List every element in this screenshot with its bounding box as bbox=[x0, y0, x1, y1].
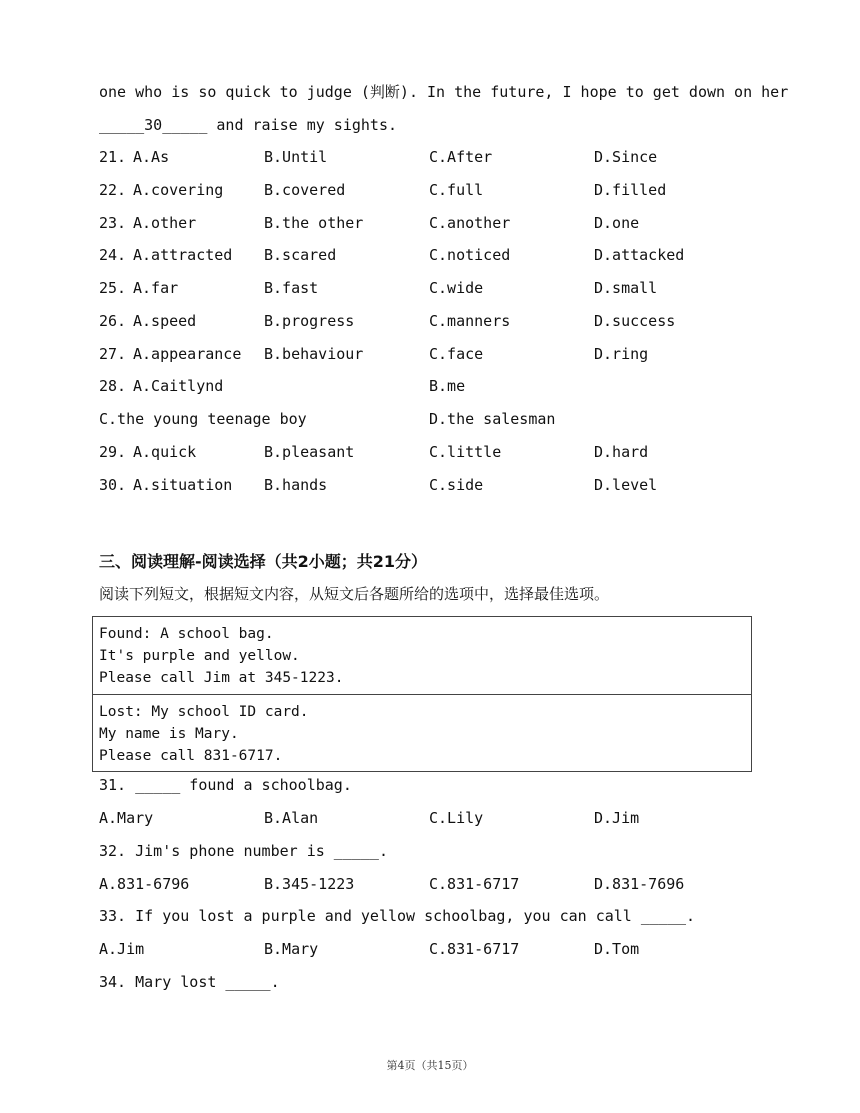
question-stem: 34. Mary lost _____. bbox=[99, 973, 280, 991]
option-c: C.After bbox=[429, 148, 493, 166]
option-c: C.wide bbox=[429, 279, 484, 297]
notice-line: Please call Jim at 345-1223. bbox=[99, 670, 344, 686]
question-row bbox=[99, 475, 779, 497]
option-b: B.Mary bbox=[264, 940, 319, 958]
option-d: D.small bbox=[594, 279, 658, 297]
question-row bbox=[99, 376, 779, 398]
option-a: A.Mary bbox=[99, 809, 154, 827]
page-footer: 第4页（共15页） bbox=[386, 1059, 474, 1072]
option-b: B.me bbox=[429, 377, 466, 395]
option-d: D.success bbox=[594, 312, 676, 330]
option-b: B.covered bbox=[264, 181, 346, 199]
option-b: B.Alan bbox=[264, 809, 319, 827]
question-number: 21. bbox=[99, 148, 127, 166]
option-c: C.face bbox=[429, 345, 484, 363]
option-a: A.Caitlynd bbox=[133, 377, 224, 395]
section-instruction: 阅读下列短文，根据短文内容，从短文后各题所给的选项中，选择最佳选项。 bbox=[99, 585, 610, 603]
option-a: A.appearance bbox=[133, 345, 242, 363]
option-a: A.far bbox=[133, 279, 179, 297]
option-d: D.831-7696 bbox=[594, 875, 685, 893]
notice-line: It's purple and yellow. bbox=[99, 648, 300, 664]
notice-line: Found: A school bag. bbox=[99, 626, 274, 642]
option-a: A.covering bbox=[133, 181, 224, 199]
option-b: B.345-1223 bbox=[264, 875, 355, 893]
option-b: B.the other bbox=[264, 214, 364, 232]
notice-line: Please call 831-6717. bbox=[99, 748, 283, 764]
question-row bbox=[99, 245, 779, 267]
option-a: A.As bbox=[133, 148, 170, 166]
option-d: D.Since bbox=[594, 148, 658, 166]
option-a: A.speed bbox=[133, 312, 197, 330]
option-c: C.side bbox=[429, 476, 484, 494]
option-c: C.another bbox=[429, 214, 511, 232]
section-heading: 三、阅读理解-阅读选择（共2小题；共21分） bbox=[99, 552, 428, 571]
notice-line: My name is Mary. bbox=[99, 726, 239, 742]
question-row bbox=[99, 311, 779, 333]
question-number: 29. bbox=[99, 443, 127, 461]
options-row bbox=[99, 808, 779, 830]
option-d: D.hard bbox=[594, 443, 649, 461]
found-notice bbox=[93, 617, 751, 695]
option-c: C.noticed bbox=[429, 246, 511, 264]
question-row bbox=[99, 442, 779, 464]
option-a: A.831-6796 bbox=[99, 875, 190, 893]
question-stem: 33. If you lost a purple and yellow schoolbag, you can call _____. bbox=[99, 907, 696, 925]
question-row bbox=[99, 180, 779, 202]
option-d: D.level bbox=[594, 476, 658, 494]
question-number: 30. bbox=[99, 476, 127, 494]
question-stem: 32. Jim's phone number is _____. bbox=[99, 842, 388, 860]
option-b: B.scared bbox=[264, 246, 337, 264]
option-b: B.Until bbox=[264, 148, 328, 166]
option-c: C.manners bbox=[429, 312, 511, 330]
question-stem: 31. _____ found a schoolbag. bbox=[99, 776, 352, 794]
question-number: 27. bbox=[99, 345, 127, 363]
option-c: C.little bbox=[429, 443, 502, 461]
option-b: B.hands bbox=[264, 476, 328, 494]
question-number: 23. bbox=[99, 214, 127, 232]
option-d: D.Jim bbox=[594, 809, 640, 827]
option-a: A.situation bbox=[133, 476, 233, 494]
option-b: B.fast bbox=[264, 279, 319, 297]
option-c: C.831-6717 bbox=[429, 940, 520, 958]
option-d: D.filled bbox=[594, 181, 667, 199]
question-number: 22. bbox=[99, 181, 127, 199]
question-row bbox=[99, 344, 779, 366]
question-number: 25. bbox=[99, 279, 127, 297]
option-a: A.attracted bbox=[133, 246, 233, 264]
lost-notice bbox=[93, 695, 751, 771]
option-c: C.the young teenage boy bbox=[99, 410, 307, 428]
question-number: 24. bbox=[99, 246, 127, 264]
option-c: C.full bbox=[429, 181, 484, 199]
option-d: D.one bbox=[594, 214, 640, 232]
question-row bbox=[99, 278, 779, 300]
option-d: D.the salesman bbox=[429, 410, 556, 428]
option-c: C.831-6717 bbox=[429, 875, 520, 893]
notice-box bbox=[92, 616, 752, 772]
notice-line: Lost: My school ID card. bbox=[99, 704, 309, 720]
options-row bbox=[99, 874, 779, 896]
passage-line-1: one who is so quick to judge (判断). In the future, I hope to get down on her bbox=[99, 83, 789, 101]
option-a: A.other bbox=[133, 214, 197, 232]
option-a: A.Jim bbox=[99, 940, 145, 958]
option-d: D.attacked bbox=[594, 246, 685, 264]
passage-line-2: _____30_____ and raise my sights. bbox=[99, 116, 398, 134]
question-number: 26. bbox=[99, 312, 127, 330]
option-d: D.ring bbox=[594, 345, 649, 363]
question-row-continued bbox=[99, 409, 779, 431]
question-row bbox=[99, 213, 779, 235]
option-b: B.pleasant bbox=[264, 443, 355, 461]
options-row bbox=[99, 939, 779, 961]
option-b: B.progress bbox=[264, 312, 355, 330]
option-b: B.behaviour bbox=[264, 345, 364, 363]
question-row bbox=[99, 147, 779, 169]
option-a: A.quick bbox=[133, 443, 197, 461]
option-d: D.Tom bbox=[594, 940, 640, 958]
option-c: C.Lily bbox=[429, 809, 484, 827]
question-number: 28. bbox=[99, 377, 127, 395]
